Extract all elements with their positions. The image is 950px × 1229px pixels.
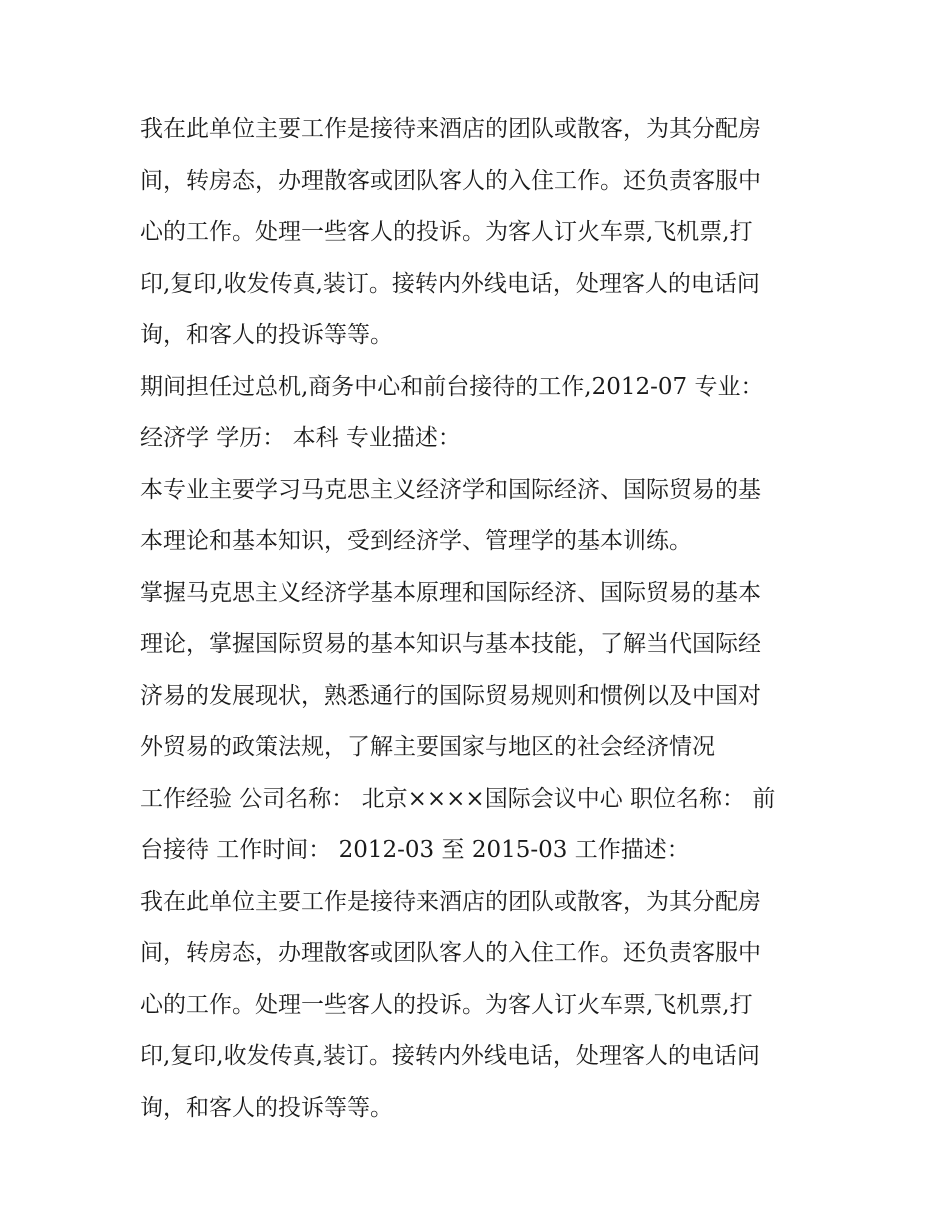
paragraph-job-description-2: 我在此单位主要工作是接待来酒店的团队或散客，为其分配房 间，转房态，办理散客或团队客人的入住工作。还负责客服中 心的工作。处理一些客人的投诉。为客人订火车票,飞机票,打 印,复印,收发传真,装订。接转内外线电话，处理客人的电话问 询，和客人的投诉等等。 xyxy=(140,888,761,1121)
paragraph-work-experience: 工作经验 公司名称： 北京××××国际会议中心 职位名称： 前 台接待 工作时间： 2012-03 至 2015-03 工作描述： xyxy=(140,785,776,863)
document-body xyxy=(140,104,820,1134)
paragraph-major-description: 本专业主要学习马克思主义经济学和国际经济、国际贸易的基 本理论和基本知识，受到经济学、管理学的基本训练。 xyxy=(140,476,761,554)
paragraph-job-description-1: 我在此单位主要工作是接待来酒店的团队或散客，为其分配房 间，转房态，办理散客或团队客人的入住工作。还负责客服中 心的工作。处理一些客人的投诉。为客人订火车票,飞机票,打 印,复印,收发传真,装订。接转内外线电话，处理客人的电话问 询，和客人的投诉等等。 xyxy=(140,116,761,348)
paragraph-major-skills: 掌握马克思主义经济学基本原理和国际经济、国际贸易的基本 理论，掌握国际贸易的基本知识与基本技能，了解当代国际经 济易的发展现状，熟悉通行的国际贸易规则和惯例以及中国对 外贸易的政策法规，了解主要国家与地区的社会经济情况 xyxy=(140,579,761,760)
paragraph-position-and-major: 期间担任过总机,商务中心和前台接待的工作,2012-07 专业： 经济学 学历： 本科 专业描述： xyxy=(140,373,764,451)
